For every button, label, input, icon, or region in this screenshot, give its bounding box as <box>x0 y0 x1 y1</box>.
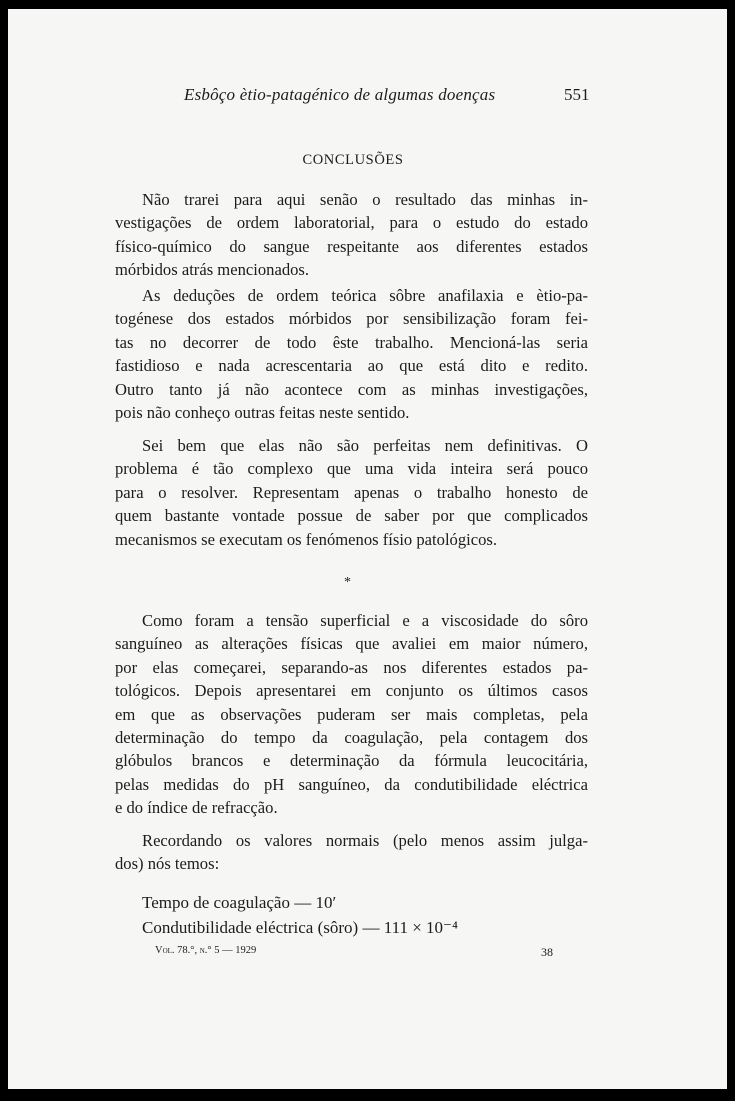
text-line: mórbidos atrás mencionados. <box>115 260 310 280</box>
text-line: pelas medidas do pH sanguíneo, da condutibilidade eléctrica <box>115 774 588 794</box>
text-line: Sei bem que elas não são perfeitas nem definitivas. O <box>142 436 588 455</box>
text-line: fastidioso e nada acrescentaria ao que está dito e redito. <box>115 356 588 376</box>
text-line: tológicos. Depois apresentarei em conjunto os últimos casos <box>115 681 588 701</box>
text-line: pois não conheço outras feitas neste sentido. <box>115 403 410 423</box>
page-number: 551 <box>564 85 590 104</box>
text-line: para o resolver. Representam apenas o trabalho honesto de <box>115 482 588 502</box>
text-line: em que as observações puderam ser mais completas, pela <box>115 704 588 724</box>
text-line: e do índice de refracção. <box>115 798 278 818</box>
text-line: físico-químico do sangue respeitante aos diferentes estados <box>115 236 588 256</box>
text-line: glóbulos brancos e determinação da fórmula leucocitária, <box>115 751 588 771</box>
section-title: CONCLUSÕES <box>302 152 404 168</box>
text-line: As deduções de ordem teórica sôbre anafilaxia e ètio-pa- <box>142 286 588 305</box>
text-line: Como foram a tensão superficial e a viscosidade do sôro <box>142 611 588 630</box>
formula-conductivity: Condutibilidade eléctrica (sôro) — 111 × 10⁻⁴ <box>142 918 458 937</box>
paragraph-1 <box>115 188 588 282</box>
paragraph-4 <box>115 609 588 820</box>
text-line: vestigações de ordem laboratorial, para o estudo do estado <box>115 213 588 233</box>
paragraph-2 <box>115 284 588 424</box>
page-sheet <box>8 9 727 1089</box>
text-line: Outro tanto já não acontece com as minhas investigações, <box>115 379 588 399</box>
section-separator: * <box>344 575 351 590</box>
text-line: sanguíneo as alterações físicas que avaliei em maior número, <box>115 634 588 654</box>
text-line: dos) nós temos: <box>115 854 220 874</box>
formula-coagulation: Tempo de coagulação — 10′ <box>142 893 337 912</box>
text-line: tas no decorrer de todo êste trabalho. Mencioná-las seria <box>115 332 588 352</box>
footer-volume-info: Vol. 78.°, n.° 5 — 1929 <box>155 945 257 956</box>
running-head: Esbôço ètio-patagénico de algumas doenças <box>184 85 496 104</box>
paragraph-3 <box>115 434 588 551</box>
text-line: togénese dos estados mórbidos por sensibilização foram fei- <box>115 309 588 329</box>
text-line: Não trarei para aqui senão o resultado das minhas in- <box>142 190 588 209</box>
text-line: mecanismos se executam os fenómenos físio patológicos. <box>115 529 498 549</box>
text-line: Recordando os valores normais (pelo menos assim julga- <box>142 831 588 850</box>
paragraph-5 <box>115 829 588 876</box>
text-line: problema é tão complexo que uma vida inteira será pouco <box>115 459 588 479</box>
footer-signature-mark: 38 <box>541 945 553 959</box>
text-line: determinação do tempo da coagulação, pela contagem dos <box>115 728 588 748</box>
text-line: por elas começarei, separando-as nos diferentes estados pa- <box>115 657 588 677</box>
text-line: quem bastante vontade possue de saber por que complicados <box>115 506 588 526</box>
